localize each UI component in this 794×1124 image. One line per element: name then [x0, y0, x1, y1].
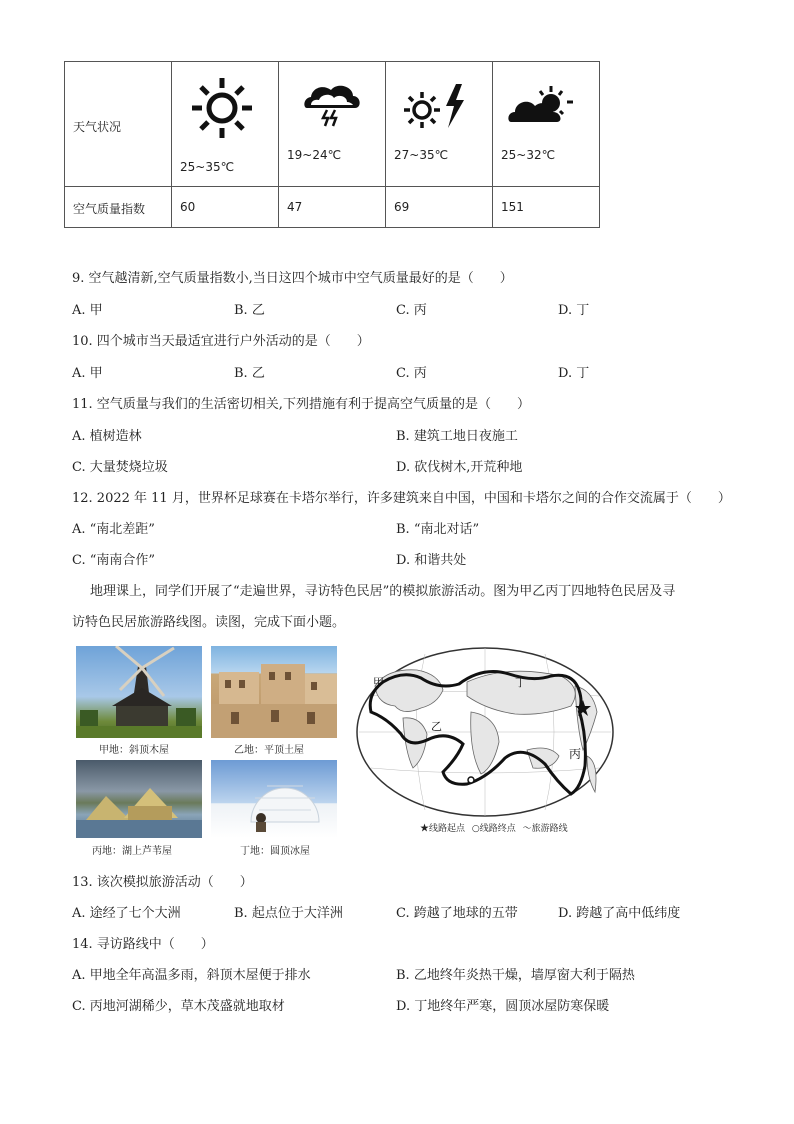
- option-b[interactable]: B. 乙: [234, 303, 265, 318]
- weather-cell-3: [386, 62, 493, 187]
- option-c[interactable]: C. 丙: [396, 366, 427, 381]
- weather-table: [64, 61, 600, 228]
- partly-cloudy-icon: [507, 84, 573, 130]
- question-13: 13. 该次模拟旅游活动（ ）: [72, 875, 253, 890]
- legend-star-icon: ★: [420, 824, 430, 834]
- question-9: 9. 空气越清新,空气质量指数小,当日这四个城市中空气质量最好的是（ ）: [72, 271, 513, 286]
- weather-cell-2: [279, 62, 386, 187]
- option-a[interactable]: A. 途经了七个大洲: [72, 906, 181, 921]
- weather-label-cell: [65, 62, 172, 187]
- aqi-cell-4: [493, 187, 600, 228]
- question-14: 14. 寻访路线中（ ）: [72, 937, 214, 952]
- photo-caption: 丙地：湖上芦苇屋: [92, 846, 172, 857]
- map-legend: [420, 821, 568, 834]
- option-b[interactable]: B. 乙地终年炎热干燥，墙厚窗大利于隔热: [396, 968, 635, 983]
- photo-reed-house: [76, 760, 202, 838]
- legend-start-label: 线路起点: [429, 824, 466, 834]
- map-label-jia: 甲: [373, 676, 384, 689]
- map-label-ding: 丁: [515, 676, 526, 689]
- option-c[interactable]: C. 丙地河湖稀少，草木茂盛就地取材: [72, 999, 285, 1014]
- weather-row-label: 天气状况: [73, 120, 122, 134]
- weather-cell-4: [493, 62, 600, 187]
- aqi-value: 47: [287, 200, 303, 214]
- thunder-rain-cloud-icon: [301, 82, 363, 130]
- aqi-row-label: 空气质量指数: [73, 202, 146, 216]
- option-d[interactable]: D. 丁: [558, 366, 590, 381]
- temperature-range: 19~24℃: [287, 148, 342, 162]
- option-d[interactable]: D. 砍伐树木,开荒种地: [396, 460, 523, 475]
- photo-flat-roof-houses: [211, 646, 337, 738]
- option-d[interactable]: D. 丁: [558, 303, 590, 318]
- option-d[interactable]: D. 跨越了高中低纬度: [558, 906, 681, 921]
- option-a[interactable]: A. “南北差距”: [72, 522, 155, 537]
- option-d[interactable]: D. 和谐共处: [396, 553, 467, 568]
- weather-cell-1: [172, 62, 279, 187]
- map-label-bing: 丙: [569, 747, 582, 761]
- option-b[interactable]: B. 乙: [234, 366, 265, 381]
- question-12: 12. 2022 年 11 月，世界杯足球赛在卡塔尔举行，许多建筑来自中国，中国和卡塔尔之间的合作交流属于（ ）: [72, 491, 731, 506]
- route-end-circle-icon: [468, 777, 474, 783]
- photo-caption: 乙地：平顶土屋: [234, 745, 304, 756]
- option-c[interactable]: C. 大量焚烧垃圾: [72, 460, 168, 475]
- legend-end-label: 线路终点: [479, 824, 516, 834]
- aqi-value: 60: [180, 200, 196, 214]
- option-c[interactable]: C. 丙: [396, 303, 427, 318]
- option-a[interactable]: A. 甲: [72, 303, 103, 318]
- option-b[interactable]: B. “南北对话”: [396, 522, 480, 537]
- option-c[interactable]: C. “南南合作”: [72, 553, 156, 568]
- question-11: 11. 空气质量与我们的生活密切相关,下列措施有利于提高空气质量的是（ ）: [72, 397, 530, 412]
- aqi-value: 69: [394, 200, 410, 214]
- photo-windmill-house: [76, 646, 202, 738]
- temperature-range: 25~32℃: [501, 148, 556, 162]
- sun-icon: [190, 76, 254, 140]
- photo-igloo: [211, 760, 337, 838]
- aqi-cell-3: [386, 187, 493, 228]
- option-d[interactable]: D. 丁地终年严寒，圆顶冰屋防寒保暖: [396, 999, 610, 1014]
- option-a[interactable]: A. 甲: [72, 366, 103, 381]
- intro-line-1: 地理课上，同学们开展了“走遍世界，寻访特色民居”的模拟旅游活动。图为甲乙丙丁四地特色民居及寻: [90, 584, 676, 599]
- option-a[interactable]: A. 植树造林: [72, 429, 142, 444]
- legend-route-label: 旅游路线: [531, 824, 568, 834]
- legend-route-icon: 〜: [522, 824, 532, 834]
- aqi-cell-1: [172, 187, 279, 228]
- option-b[interactable]: B. 建筑工地日夜施工: [396, 429, 518, 444]
- intro-line-2: 访特色民居旅游路线图。读图，完成下面小题。: [72, 615, 346, 630]
- legend-circle-icon: ○: [471, 824, 480, 834]
- question-10: 10. 四个城市当天最适宜进行户外活动的是（ ）: [72, 334, 370, 349]
- option-c[interactable]: C. 跨越了地球的五带: [396, 906, 518, 921]
- sun-lightning-icon: [404, 84, 470, 130]
- temperature-range: 25~35℃: [180, 160, 235, 174]
- option-a[interactable]: A. 甲地全年高温多雨，斜顶木屋便于排水: [72, 968, 311, 983]
- photo-caption: 丁地：圆顶冰屋: [240, 846, 310, 857]
- aqi-value: 151: [501, 200, 524, 214]
- aqi-label-cell: [65, 187, 172, 228]
- map-label-yi: 乙: [431, 720, 442, 733]
- photo-caption: 甲地：斜顶木屋: [99, 745, 169, 756]
- world-route-map: [347, 646, 627, 836]
- temperature-range: 27~35℃: [394, 148, 449, 162]
- aqi-cell-2: [279, 187, 386, 228]
- option-b[interactable]: B. 起点位于大洋洲: [234, 906, 343, 921]
